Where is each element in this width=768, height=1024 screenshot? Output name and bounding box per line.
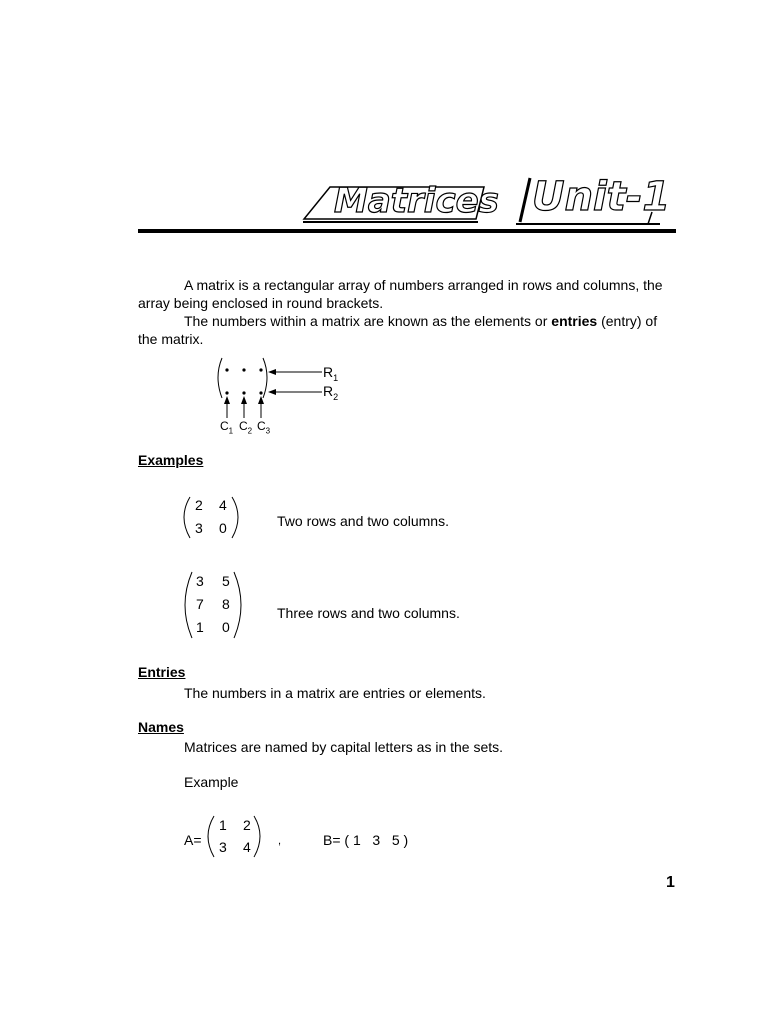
entries-text: The numbers in a matrix are entries or elements. bbox=[184, 685, 486, 701]
example-1-description: Two rows and two columns. bbox=[277, 513, 449, 529]
column-label-1: $C_1$ bbox=[220, 419, 234, 436]
row-label-1: $R_1$ bbox=[323, 364, 339, 383]
matrix-2-cell: 7 bbox=[196, 596, 204, 612]
intro-paragraph-1: A matrix is a rectangular array of numbers arranged in rows and columns, the array being enclosed in round brackets. bbox=[138, 277, 663, 311]
matrix-2-cell: 3 bbox=[196, 573, 204, 589]
matrix-a-cell: 3 bbox=[219, 839, 227, 855]
intro-text-end: (entry) of the matrix. bbox=[138, 313, 658, 347]
matrix-1-cell: 4 bbox=[219, 497, 227, 513]
matrix-a-label: A= bbox=[184, 832, 202, 848]
example-label: Example bbox=[184, 774, 239, 790]
examples-heading: Examples bbox=[138, 452, 204, 468]
matrix-separator: , bbox=[278, 835, 282, 847]
names-text: Matrices are named by capital letters as in the sets. bbox=[184, 739, 504, 755]
matrix-a-cell: 4 bbox=[243, 839, 251, 855]
column-label-3: $C_3$ bbox=[257, 419, 271, 436]
column-label-2: $C_2$ bbox=[239, 419, 253, 436]
page-title: Matrices bbox=[334, 181, 499, 221]
example-2-description: Three rows and two columns. bbox=[277, 605, 460, 621]
entries-heading: Entries bbox=[138, 664, 186, 680]
matrix-2-cell: 8 bbox=[222, 596, 230, 612]
row-label-2: $R_2$ bbox=[323, 383, 339, 402]
intro-text: The numbers within a matrix are known as the elements or bbox=[184, 313, 552, 329]
matrix-1-cell: 0 bbox=[219, 520, 227, 536]
matrix-a-cell: 2 bbox=[243, 817, 251, 833]
matrix-1-cell: 3 bbox=[195, 520, 203, 536]
matrix-2-cell: 5 bbox=[222, 573, 230, 589]
matrix-b: B= ( 1 3 5 ) bbox=[323, 832, 409, 848]
matrix-2-cell: 0 bbox=[222, 619, 230, 635]
unit-title: Unit-1 bbox=[532, 174, 671, 220]
matrix-1-cell: 2 bbox=[195, 497, 203, 513]
names-heading: Names bbox=[138, 719, 184, 735]
page-number: 1 bbox=[666, 874, 675, 891]
matrix-2-cell: 1 bbox=[196, 619, 204, 635]
matrix-a-cell: 1 bbox=[219, 817, 227, 833]
entries-bold: entries bbox=[551, 313, 598, 329]
